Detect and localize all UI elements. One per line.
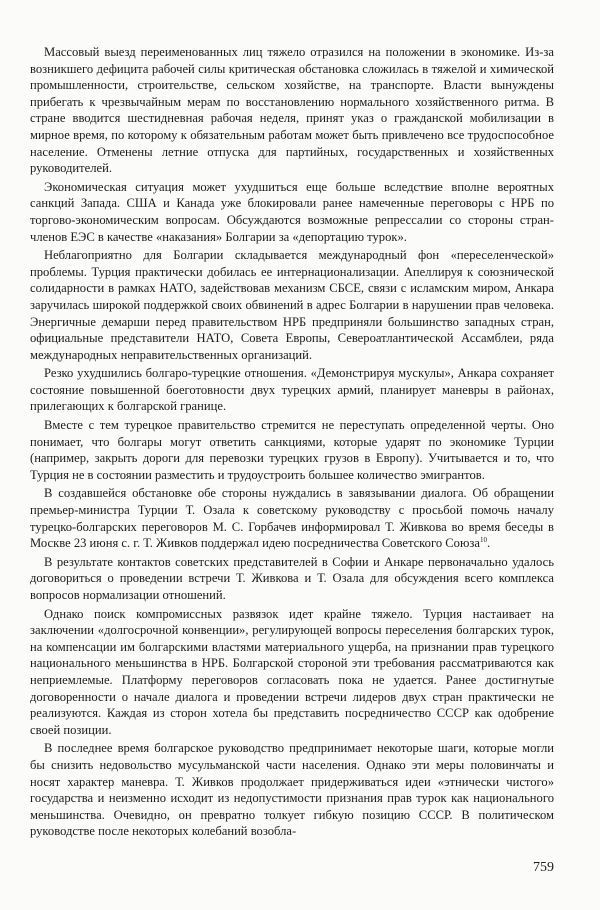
paragraph-7: В результате контактов советских представителей в Софии и Анкаре первоначально удалось договориться о проведении встречи Т. Живкова и Т. Озала для обсуждения всего комплекса вопросов нормализации отношений. — [30, 554, 554, 602]
paragraph-8: Однако поиск компромиссных развязок идет крайне тяжело. Турция настаивает на заключении «долгосрочной конвенции», регулирующей вопросы переселения болгарских турок, на компенсации им болгарскими властями материального ущерба, на признании прав турецкого национального меньшинства в НРБ. Болгарской стороной эти требования рассматриваются как неприемлемые. Платформу переговоров согласовать пока не удается. Ранее достигнутые договоренности о начале диалога и проведении встречи лидеров двух стран практически не реализуются. Каждая из сторон хотела бы представить посредничество СССР как одобрение своей позиции. — [30, 606, 554, 737]
paragraph-3: Неблагоприятно для Болгарии складывается международный фон «переселенческой» проблемы. Турция практически добилась ее интернационализации. Апеллируя к союзнической солидарности в рамках НАТО, задействовав механизм СБСЕ, связи с исламским миром, Анкара заручилась широкой поддержкой своих обвинений в адрес Болгарии в нарушении прав человека. Энергичные демарши перед правительством НРБ предприняли большинство западных стран, официальные представители НАТО, Совета Европы, Североатлантической Ассамблеи, ряда международных неправительственных организаций. — [30, 248, 554, 362]
paragraph-2: Экономическая ситуация может ухудшиться еще больше вследствие вполне вероятных санкций Запада. США и Канада уже блокировали ранее намеченные переговоры с НРБ по торгово-экономическим вопросам. Обсуждаются возможные репрессалии со стороны стран-членов ЕЭС в качестве «наказания» Болгарии за «депортацию турок». — [30, 179, 554, 244]
footnote-marker[interactable]: 10 — [479, 536, 487, 545]
paragraph-6-tail: . — [486, 536, 491, 551]
page-number: 759 — [533, 860, 554, 875]
paragraph-6 — [30, 485, 554, 551]
paragraph-9: В последнее время болгарское руководство предпринимает некоторые шаги, которые могли бы снизить недовольство мусульманской части населения. Однако эти меры половинчаты и носят характер маневра. Т. Живков продолжает придерживаться идеи «этнически чистого» государства и неизменно исходит из недопустимости признания прав турок как национального меньшинства. Очевидно, он превратно толкует гибкую позицию СССР. В политическом руководстве после некоторых колебаний возобла- — [30, 741, 554, 839]
paragraph-1: Массовый выезд переименованных лиц тяжело отразился на положении в экономике. Из-за возникшего дефицита рабочей силы критическая обстановка сложилась в тяжелой и химической промышленности, строительстве, сельском хозяйстве, на транспорте. Власти вынуждены прибегать к чрезвычайным мерам по восстановлению нормального хозяйственного ритма. В стране вводится шестидневная рабочая неделя, принят указ о гражданской мобилизации в мирное время, по которому к обязательным работам может быть привлечено все трудоспособное население. Отменены летние отпуска для партийных, государственных и хозяйственных руководителей. — [30, 45, 554, 176]
article-body — [30, 44, 554, 842]
paragraph-5: Вместе с тем турецкое правительство стремится не переступать определенной черты. Оно понимает, что болгары могут ответить санкциями, которые ударят по экономике Турции (например, закрыть дороги для перевозки турецких грузов в Европу). Учитывается и то, что Турция не в состоянии разместить и трудоустроить большее количество эмигрантов. — [30, 418, 554, 482]
paragraph-6-text: В создавшейся обстановке обе стороны нуждались в завязывании диалога. Об обращении премьер-министра Турции Т. Озала к советскому руководству с просьбой помочь началу турецко-болгарских переговоров М. С. Горбачев информировал Т. Живкова во время беседы в Москве 23 июня с. г. Т. Живков поддержал идею посредничества Советского Союза — [30, 486, 554, 551]
paragraph-4: Резко ухудшились болгаро-турецкие отношения. «Демонстрируя мускулы», Анкара сохраняет состояние повышенной боеготовности двух турецких армий, планирует маневры в районах, прилегающих к болгарской границе. — [30, 366, 554, 414]
